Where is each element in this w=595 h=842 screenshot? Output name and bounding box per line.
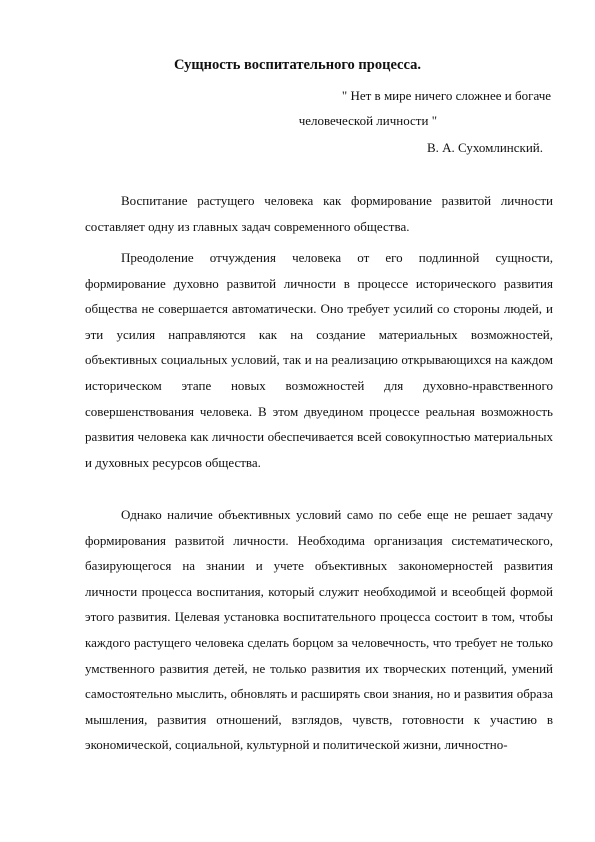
epigraph-line-1: " Нет в мире ничего сложнее и богаче bbox=[341, 88, 551, 103]
paragraph-1: Воспитание растущего человека как формирование развитой личности составляет одну из главных задач современного общества. bbox=[85, 193, 553, 234]
epigraph-line-2: человеческой личности " bbox=[298, 113, 437, 128]
document-title: Сущность воспитательного процесса. bbox=[174, 57, 421, 73]
paragraph-3: Однако наличие объективных условий само по себе еще не решает задачу формирования развитой личности. Необходима организация систематического, базирующегося на знании и учете объективных закономерностей развития личности процесса воспитания, который служит необходимой и всеобщей формой этого развития. Целевая установка воспитательного процесса состоит в том, чтобы каждого растущего человека сделать борцом за человечность, что требует не только умственного развития детей, не только развития их творческих потенций, умений самостоятельно мыслить, обновлять и расширять свои знания, но и развития образа мышления, развития отношений, взглядов, чувств, готовности к участию в экономической, социальной, культурной и политической жизни, личностно- bbox=[85, 507, 553, 753]
epigraph-author: В. А. Сухомлинский. bbox=[426, 140, 543, 155]
paragraph-2: Преодоление отчуждения человека от его подлинной сущности, формирование духовно развитой личности в процессе исторического развития общества не совершается автоматически. Оно требует усилий со стороны людей, и эти усилия направляются как на создание материальных возможностей, объективных социальных условий, так и на реализацию открывающихся на каждом историческом этапе новых возможностей для духовно-нравственного совершенствования человека. В этом двуедином процессе реальная возможность развития человека как личности обеспечивается всей совокупностью материальных и духовных ресурсов общества. bbox=[85, 250, 553, 470]
